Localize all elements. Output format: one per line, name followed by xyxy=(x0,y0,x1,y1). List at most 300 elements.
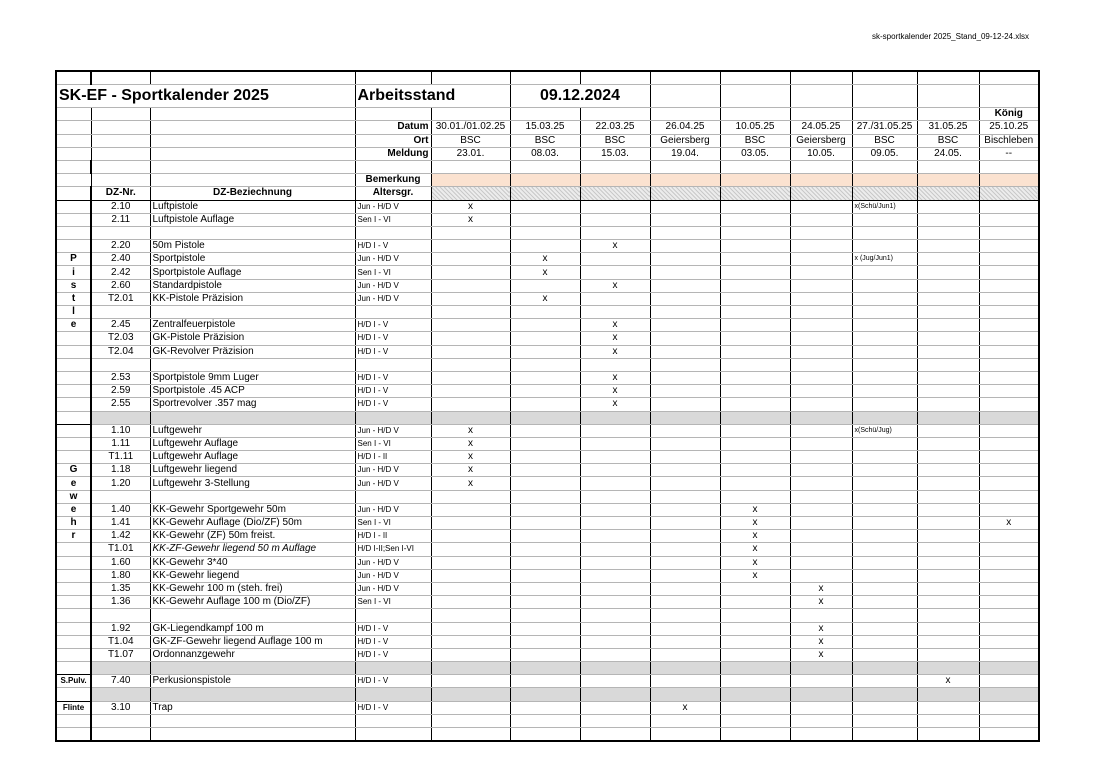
blank-cell xyxy=(56,121,91,134)
event-mark xyxy=(979,477,1039,490)
event-cell xyxy=(917,714,979,727)
group-letter xyxy=(56,345,91,358)
event-mark xyxy=(852,582,917,595)
group-letter xyxy=(56,240,91,253)
blank-cell xyxy=(150,174,355,187)
age-group: Jun - H/D V xyxy=(355,253,431,266)
event-mark xyxy=(852,596,917,609)
bemerkung-cell xyxy=(790,174,852,187)
event-meldung: 09.05. xyxy=(852,147,917,160)
event-mark xyxy=(510,622,580,635)
event-mark xyxy=(431,279,510,292)
group-letter xyxy=(56,71,91,85)
dz-name: Sportpistole 9mm Luger xyxy=(150,371,355,384)
event-cell xyxy=(510,728,580,742)
event-cell xyxy=(650,108,720,121)
group-letter xyxy=(56,556,91,569)
table-row xyxy=(56,569,1039,582)
event-meldung: 19.04. xyxy=(650,147,720,160)
event-mark xyxy=(650,582,720,595)
event-cell xyxy=(790,411,852,424)
event-mark xyxy=(431,385,510,398)
event-mark xyxy=(917,437,979,450)
event-mark xyxy=(650,648,720,661)
bemerkung-cell xyxy=(580,174,650,187)
event-mark xyxy=(580,266,650,279)
blank-cell xyxy=(150,490,355,503)
event-cell xyxy=(580,71,650,85)
event-cell xyxy=(510,662,580,675)
event-cell xyxy=(720,411,790,424)
dz-name: GK-Pistole Präzision xyxy=(150,332,355,345)
event-mark xyxy=(979,569,1039,582)
dz-name: Sportrevolver .357 mag xyxy=(150,398,355,411)
age-group: H/D I - V xyxy=(355,622,431,635)
event-mark xyxy=(510,477,580,490)
age-group: H/D I - V xyxy=(355,701,431,714)
blank-row xyxy=(56,411,1039,424)
event-meldung: 08.03. xyxy=(510,147,580,160)
event-mark xyxy=(852,648,917,661)
dz-name: Luftgewehr liegend xyxy=(150,464,355,477)
event-mark xyxy=(431,556,510,569)
dz-name: GK-ZF-Gewehr liegend Auflage 100 m xyxy=(150,635,355,648)
dz-nr: 3.10 xyxy=(91,701,150,714)
age-group: Jun - H/D V xyxy=(355,464,431,477)
dz-name: KK-Gewehr liegend xyxy=(150,569,355,582)
event-mark xyxy=(431,543,510,556)
event-mark xyxy=(917,424,979,437)
koenig-label: König xyxy=(979,108,1039,121)
event-mark xyxy=(852,279,917,292)
event-cell xyxy=(720,662,790,675)
event-cell xyxy=(852,490,917,503)
table-row xyxy=(56,240,1039,253)
event-cell xyxy=(917,662,979,675)
event-cell xyxy=(720,358,790,371)
event-mark xyxy=(917,332,979,345)
group-letter xyxy=(56,582,91,595)
event-mark xyxy=(979,240,1039,253)
event-cell xyxy=(580,160,650,173)
event-mark xyxy=(720,701,790,714)
table-row xyxy=(56,332,1039,345)
title-row xyxy=(56,85,1039,108)
event-meldung: 03.05. xyxy=(720,147,790,160)
event-ort: Geiersberg xyxy=(650,134,720,147)
event-mark xyxy=(720,385,790,398)
dz-name: GK-Revolver Präzision xyxy=(150,345,355,358)
event-cell xyxy=(431,108,510,121)
blank-row xyxy=(56,714,1039,727)
event-mark xyxy=(650,371,720,384)
event-cell xyxy=(650,411,720,424)
event-mark xyxy=(720,635,790,648)
event-cell xyxy=(790,358,852,371)
event-mark xyxy=(917,648,979,661)
event-mark xyxy=(979,385,1039,398)
event-mark xyxy=(790,464,852,477)
group-letter xyxy=(56,728,91,742)
event-cell xyxy=(979,411,1039,424)
event-mark xyxy=(979,332,1039,345)
dz-nr: 1.36 xyxy=(91,596,150,609)
event-mark xyxy=(979,371,1039,384)
event-mark xyxy=(917,292,979,305)
dz-nr: 1.10 xyxy=(91,424,150,437)
table-row xyxy=(56,596,1039,609)
event-mark xyxy=(580,582,650,595)
blank-cell xyxy=(150,662,355,675)
blank-cell xyxy=(91,728,150,742)
event-mark xyxy=(917,371,979,384)
event-mark xyxy=(720,266,790,279)
dz-name: Luftgewehr Auflage xyxy=(150,451,355,464)
dz-name: Luftgewehr 3-Stellung xyxy=(150,477,355,490)
event-mark xyxy=(979,279,1039,292)
event-mark: x xyxy=(431,424,510,437)
event-mark xyxy=(510,543,580,556)
datum-label: Datum xyxy=(355,121,431,134)
event-cell xyxy=(917,71,979,85)
event-cell xyxy=(510,609,580,622)
event-mark xyxy=(790,701,852,714)
event-mark xyxy=(510,240,580,253)
event-mark xyxy=(510,530,580,543)
event-cell xyxy=(580,490,650,503)
event-mark xyxy=(790,530,852,543)
event-cell xyxy=(580,609,650,622)
event-mark xyxy=(510,503,580,516)
event-mark xyxy=(580,596,650,609)
table-row xyxy=(56,503,1039,516)
event-ort: BSC xyxy=(431,134,510,147)
event-mark xyxy=(431,503,510,516)
event-cell xyxy=(510,714,580,727)
age-group: H/D I - II xyxy=(355,451,431,464)
event-cell xyxy=(431,490,510,503)
table-row xyxy=(56,424,1039,437)
dz-nr: T2.04 xyxy=(91,345,150,358)
file-name: sk-sportkalender 2025_Stand_09-12-24.xlsx xyxy=(872,32,1029,41)
table-row xyxy=(56,398,1039,411)
dz-name: Sportpistole Auflage xyxy=(150,266,355,279)
event-mark xyxy=(650,345,720,358)
blank-cell xyxy=(150,688,355,701)
age-group: H/D I - V xyxy=(355,675,431,688)
event-mark: x xyxy=(580,371,650,384)
event-mark xyxy=(979,292,1039,305)
event-mark xyxy=(431,596,510,609)
event-cell xyxy=(431,662,510,675)
event-cell xyxy=(720,226,790,239)
bemerkung-cell xyxy=(431,174,510,187)
event-cell xyxy=(979,306,1039,319)
dz-nr: 2.11 xyxy=(91,213,150,226)
event-mark xyxy=(580,530,650,543)
event-mark xyxy=(720,240,790,253)
dz-name: KK-Gewehr Sportgewehr 50m xyxy=(150,503,355,516)
dz-nr: 1.40 xyxy=(91,503,150,516)
blank-cell xyxy=(355,108,431,121)
event-cell xyxy=(790,490,852,503)
group-header xyxy=(56,187,91,200)
event-mark xyxy=(720,279,790,292)
event-mark xyxy=(580,569,650,582)
blank-cell xyxy=(355,728,431,742)
event-mark xyxy=(852,517,917,530)
dz-nr: 1.41 xyxy=(91,517,150,530)
event-mark xyxy=(917,279,979,292)
group-letter xyxy=(56,371,91,384)
event-cell xyxy=(917,358,979,371)
subtitle: Arbeitsstand xyxy=(355,85,510,108)
event-mark xyxy=(917,200,979,213)
event-mark xyxy=(852,635,917,648)
event-cell xyxy=(580,226,650,239)
blank-cell xyxy=(91,688,150,701)
age-group: Jun - H/D V xyxy=(355,292,431,305)
age-group: Jun - H/D V xyxy=(355,279,431,292)
event-cell xyxy=(650,662,720,675)
event-mark: x xyxy=(580,398,650,411)
dz-name: Trap xyxy=(150,701,355,714)
event-mark xyxy=(580,648,650,661)
event-cell xyxy=(510,187,580,200)
table-row xyxy=(56,556,1039,569)
event-mark: x xyxy=(510,292,580,305)
event-cell xyxy=(650,688,720,701)
event-cell xyxy=(852,85,917,108)
table-row xyxy=(56,648,1039,661)
event-mark xyxy=(720,582,790,595)
blank-cell xyxy=(355,411,431,424)
dz-name: KK-Gewehr Auflage 100 m (Dio/ZF) xyxy=(150,596,355,609)
event-mark xyxy=(510,345,580,358)
dz-nr: T1.11 xyxy=(91,451,150,464)
event-cell xyxy=(431,714,510,727)
event-mark xyxy=(431,345,510,358)
event-mark xyxy=(510,556,580,569)
event-cell xyxy=(790,108,852,121)
event-cell xyxy=(790,662,852,675)
dz-name: KK-Gewehr 100 m (steh. frei) xyxy=(150,582,355,595)
event-cell xyxy=(852,358,917,371)
event-ort: BSC xyxy=(917,134,979,147)
bemerkung-cell xyxy=(650,174,720,187)
group-letter xyxy=(56,662,91,675)
event-cell xyxy=(510,411,580,424)
table-row xyxy=(56,675,1039,688)
event-mark: x xyxy=(790,648,852,661)
event-cell xyxy=(580,728,650,742)
event-mark xyxy=(917,530,979,543)
event-mark xyxy=(580,200,650,213)
blank-row xyxy=(56,662,1039,675)
group-letter xyxy=(56,213,91,226)
event-mark xyxy=(852,451,917,464)
dz-nr: 2.20 xyxy=(91,240,150,253)
age-group: Jun - H/D V xyxy=(355,569,431,582)
event-mark xyxy=(580,503,650,516)
event-mark: x xyxy=(580,332,650,345)
event-cell xyxy=(720,160,790,173)
event-mark xyxy=(431,292,510,305)
blank-cell xyxy=(91,134,150,147)
table-row xyxy=(56,582,1039,595)
event-cell xyxy=(852,609,917,622)
age-group: H/D I - V xyxy=(355,385,431,398)
event-cell xyxy=(979,662,1039,675)
table-row xyxy=(56,279,1039,292)
event-cell xyxy=(510,688,580,701)
event-mark xyxy=(917,385,979,398)
ort-label: Ort xyxy=(355,134,431,147)
blank-cell xyxy=(150,71,355,85)
event-mark xyxy=(720,622,790,635)
event-mark xyxy=(790,371,852,384)
event-mark xyxy=(852,530,917,543)
event-mark xyxy=(790,675,852,688)
event-mark xyxy=(790,517,852,530)
meldung-label: Meldung xyxy=(355,147,431,160)
dz-nr: 1.42 xyxy=(91,530,150,543)
group-letter: e xyxy=(56,503,91,516)
event-cell xyxy=(510,226,580,239)
age-group: H/D I - V xyxy=(355,332,431,345)
group-letter: t xyxy=(56,292,91,305)
event-mark: x xyxy=(720,543,790,556)
event-datum: 22.03.25 xyxy=(580,121,650,134)
dz-nr: 1.18 xyxy=(91,464,150,477)
event-cell xyxy=(917,306,979,319)
event-mark xyxy=(979,464,1039,477)
event-mark: x(Schü/Jug) xyxy=(852,424,917,437)
event-mark xyxy=(650,279,720,292)
event-cell xyxy=(650,609,720,622)
blank-cell xyxy=(91,226,150,239)
event-mark xyxy=(979,530,1039,543)
event-mark xyxy=(431,622,510,635)
event-cell xyxy=(852,226,917,239)
event-cell xyxy=(650,358,720,371)
dz-nr: 7.40 xyxy=(91,675,150,688)
event-mark xyxy=(720,596,790,609)
event-mark xyxy=(720,398,790,411)
event-cell xyxy=(580,662,650,675)
group-letter: e xyxy=(56,477,91,490)
event-mark xyxy=(979,253,1039,266)
blank-cell xyxy=(150,306,355,319)
event-meldung: 15.03. xyxy=(580,147,650,160)
event-mark: x xyxy=(431,437,510,450)
event-mark xyxy=(917,213,979,226)
event-mark xyxy=(979,543,1039,556)
sport-calendar-table xyxy=(55,70,1040,742)
blank-cell xyxy=(91,411,150,424)
event-mark xyxy=(917,503,979,516)
event-cell xyxy=(650,306,720,319)
event-cell xyxy=(580,187,650,200)
group-letter xyxy=(56,226,91,239)
event-mark xyxy=(510,648,580,661)
header-row-koenig xyxy=(56,108,1039,121)
age-group: H/D I - V xyxy=(355,648,431,661)
table-row xyxy=(56,266,1039,279)
event-mark xyxy=(580,675,650,688)
dz-nr: T2.03 xyxy=(91,332,150,345)
event-cell xyxy=(650,187,720,200)
event-mark xyxy=(431,635,510,648)
event-cell xyxy=(431,728,510,742)
event-mark xyxy=(979,398,1039,411)
table-row xyxy=(56,701,1039,714)
event-cell xyxy=(431,411,510,424)
dz-nr: 1.20 xyxy=(91,477,150,490)
dz-nr: T1.07 xyxy=(91,648,150,661)
dz-nr: 2.40 xyxy=(91,253,150,266)
table-row xyxy=(56,213,1039,226)
event-cell xyxy=(431,609,510,622)
dz-nr: 2.42 xyxy=(91,266,150,279)
event-cell xyxy=(852,71,917,85)
event-cell xyxy=(790,71,852,85)
event-mark xyxy=(790,424,852,437)
event-mark xyxy=(852,240,917,253)
table-row xyxy=(56,477,1039,490)
age-group: Jun - H/D V xyxy=(355,477,431,490)
dz-name: 50m Pistole xyxy=(150,240,355,253)
event-mark xyxy=(650,213,720,226)
dz-name: Zentralfeuerpistole xyxy=(150,319,355,332)
event-mark xyxy=(917,253,979,266)
event-mark xyxy=(580,424,650,437)
blank-cell xyxy=(355,226,431,239)
event-cell xyxy=(917,160,979,173)
blank-cell xyxy=(56,108,91,121)
age-group: Sen I - VI xyxy=(355,266,431,279)
group-letter xyxy=(56,635,91,648)
blank-cell xyxy=(91,358,150,371)
event-mark xyxy=(510,517,580,530)
age-group: H/D I - V xyxy=(355,371,431,384)
blank-cell xyxy=(355,490,431,503)
event-mark xyxy=(720,464,790,477)
header-row-ort xyxy=(56,134,1039,147)
blank-row xyxy=(56,490,1039,503)
event-mark xyxy=(650,200,720,213)
event-mark xyxy=(979,319,1039,332)
event-mark: x xyxy=(790,582,852,595)
event-cell xyxy=(917,108,979,121)
blank-cell xyxy=(355,160,431,173)
event-mark xyxy=(650,596,720,609)
event-cell xyxy=(979,226,1039,239)
event-ort: Bischleben xyxy=(979,134,1039,147)
event-mark xyxy=(790,319,852,332)
event-mark: x (Jug/Jun1) xyxy=(852,253,917,266)
event-mark xyxy=(917,596,979,609)
blank-row xyxy=(56,609,1039,622)
column-header-age: Altersgr. xyxy=(355,187,431,200)
event-mark xyxy=(580,622,650,635)
event-mark xyxy=(650,424,720,437)
group-letter xyxy=(56,385,91,398)
event-cell xyxy=(917,411,979,424)
column-header-nr: DZ-Nr. xyxy=(91,187,150,200)
event-mark: x xyxy=(431,464,510,477)
age-group: Jun - H/D V xyxy=(355,582,431,595)
